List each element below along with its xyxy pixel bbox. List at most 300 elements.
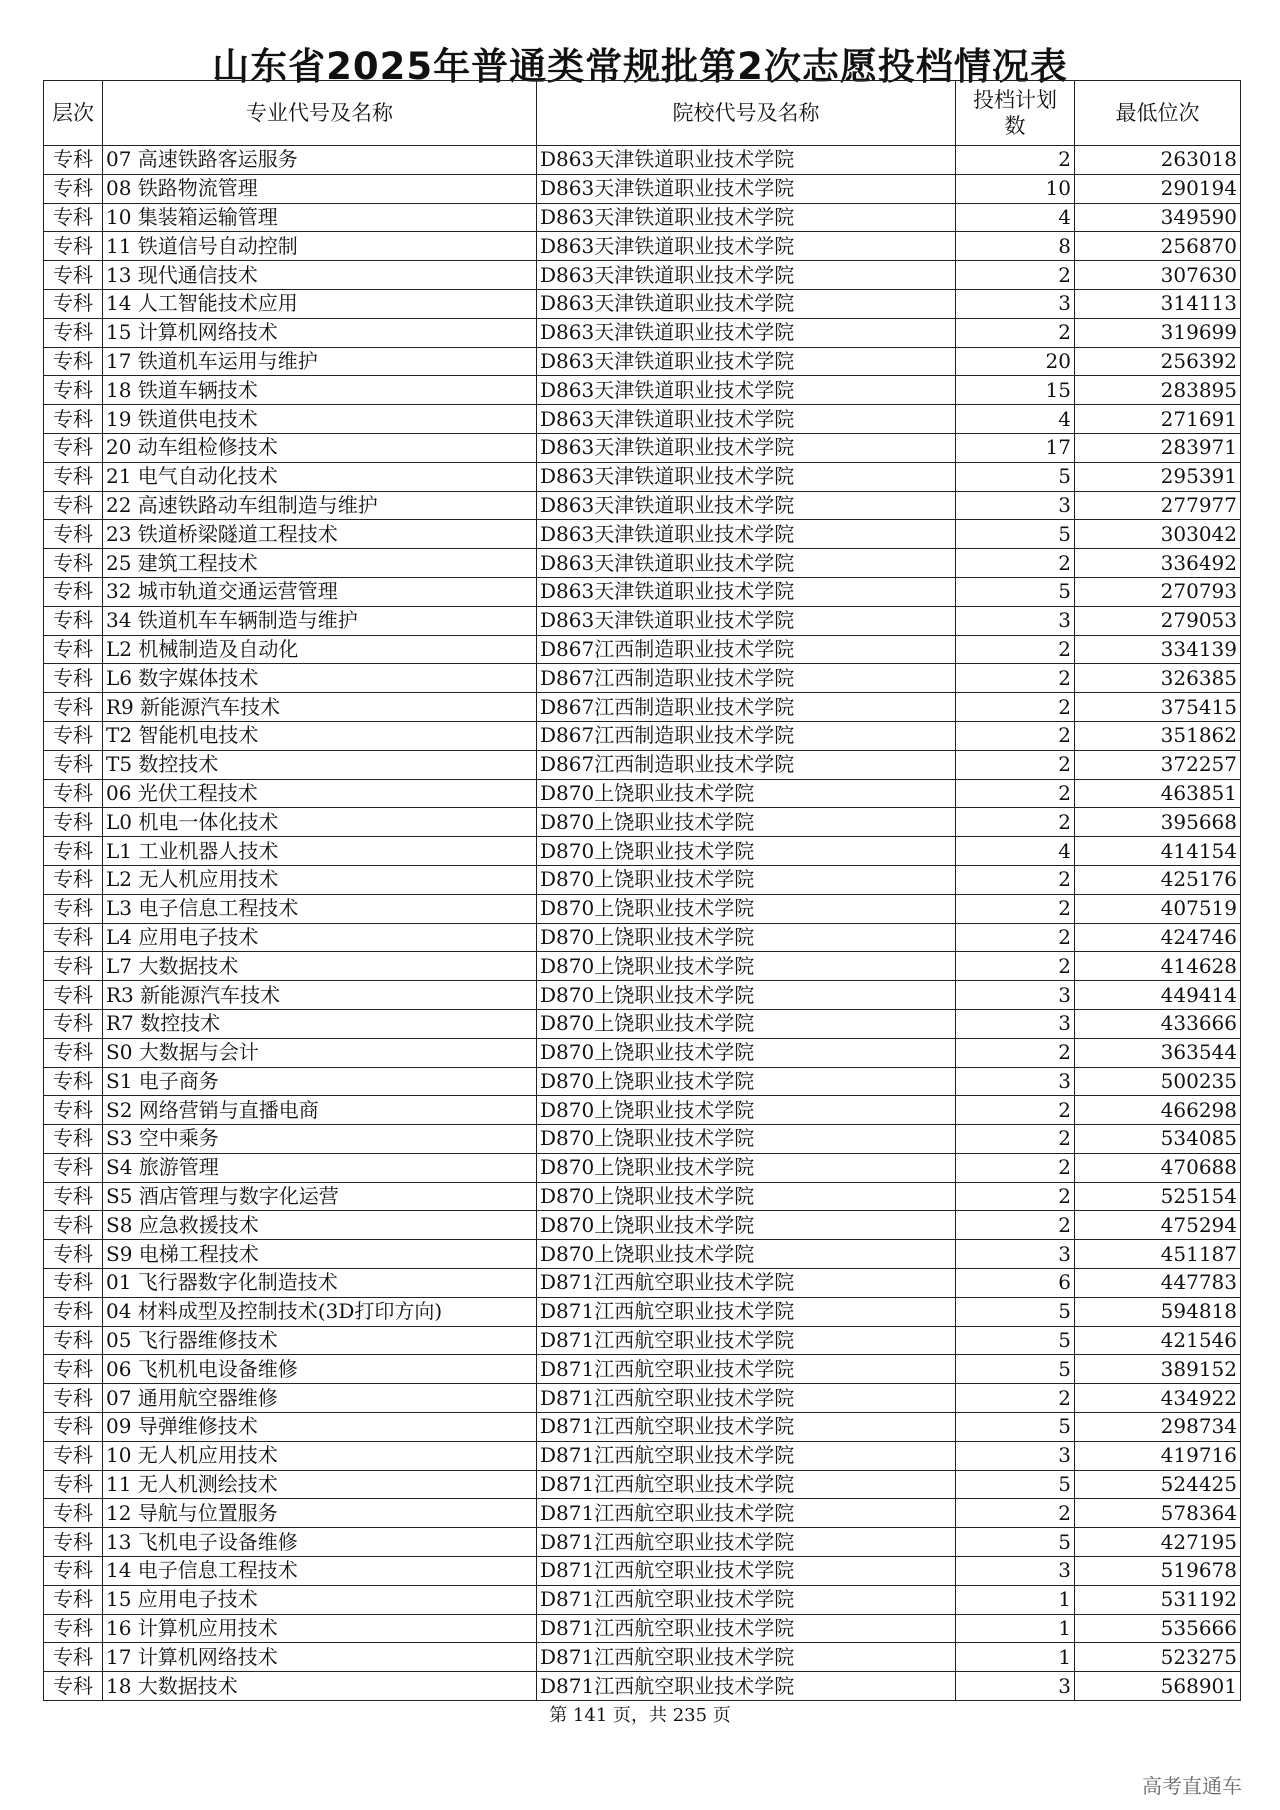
cell-level: 专科 bbox=[44, 1297, 103, 1326]
cell-plan: 2 bbox=[956, 635, 1075, 664]
cell-major: 08 铁路物流管理 bbox=[103, 174, 537, 203]
cell-major: S4 旅游管理 bbox=[103, 1153, 537, 1182]
cell-school: D870上饶职业技术学院 bbox=[537, 1038, 956, 1067]
cell-major: S9 电梯工程技术 bbox=[103, 1240, 537, 1269]
cell-major: 32 城市轨道交通运营管理 bbox=[103, 577, 537, 606]
cell-school: D863天津铁道职业技术学院 bbox=[537, 606, 956, 635]
cell-plan: 5 bbox=[956, 1470, 1075, 1499]
cell-plan: 3 bbox=[956, 1672, 1075, 1701]
cell-major: L6 数字媒体技术 bbox=[103, 664, 537, 693]
cell-level: 专科 bbox=[44, 750, 103, 779]
cell-plan: 5 bbox=[956, 1413, 1075, 1442]
cell-major: 17 计算机网络技术 bbox=[103, 1643, 537, 1672]
cell-level: 专科 bbox=[44, 1326, 103, 1355]
cell-major: 06 飞机机电设备维修 bbox=[103, 1355, 537, 1384]
cell-plan: 1 bbox=[956, 1614, 1075, 1643]
cell-rank: 319699 bbox=[1075, 318, 1241, 347]
table-row bbox=[44, 146, 1241, 175]
cell-rank: 463851 bbox=[1075, 779, 1241, 808]
cell-rank: 449414 bbox=[1075, 981, 1241, 1010]
table-row bbox=[44, 837, 1241, 866]
cell-level: 专科 bbox=[44, 1470, 103, 1499]
cell-rank: 427195 bbox=[1075, 1528, 1241, 1557]
cell-major: 01 飞行器数字化制造技术 bbox=[103, 1269, 537, 1298]
header-rank: 最低位次 bbox=[1075, 81, 1241, 146]
cell-plan: 5 bbox=[956, 1355, 1075, 1384]
cell-plan: 5 bbox=[956, 1528, 1075, 1557]
cell-school: D871江西航空职业技术学院 bbox=[537, 1557, 956, 1586]
cell-school: D863天津铁道职业技术学院 bbox=[537, 549, 956, 578]
table-row bbox=[44, 1557, 1241, 1586]
cell-rank: 303042 bbox=[1075, 520, 1241, 549]
cell-major: L1 工业机器人技术 bbox=[103, 837, 537, 866]
header-major: 专业代号及名称 bbox=[103, 81, 537, 146]
header-school: 院校代号及名称 bbox=[537, 81, 956, 146]
cell-major: R7 数控技术 bbox=[103, 1009, 537, 1038]
cell-rank: 578364 bbox=[1075, 1499, 1241, 1528]
table-row bbox=[44, 1096, 1241, 1125]
cell-rank: 594818 bbox=[1075, 1297, 1241, 1326]
cell-level: 专科 bbox=[44, 491, 103, 520]
cell-level: 专科 bbox=[44, 232, 103, 261]
cell-level: 专科 bbox=[44, 693, 103, 722]
cell-rank: 470688 bbox=[1075, 1153, 1241, 1182]
cell-level: 专科 bbox=[44, 1009, 103, 1038]
cell-school: D863天津铁道职业技术学院 bbox=[537, 232, 956, 261]
cell-plan: 15 bbox=[956, 376, 1075, 405]
cell-rank: 375415 bbox=[1075, 693, 1241, 722]
cell-major: 22 高速铁路动车组制造与维护 bbox=[103, 491, 537, 520]
table-row bbox=[44, 1614, 1241, 1643]
cell-level: 专科 bbox=[44, 405, 103, 434]
cell-school: D870上饶职业技术学院 bbox=[537, 1009, 956, 1038]
cell-major: S5 酒店管理与数字化运营 bbox=[103, 1182, 537, 1211]
cell-rank: 531192 bbox=[1075, 1585, 1241, 1614]
cell-major: T2 智能机电技术 bbox=[103, 721, 537, 750]
cell-plan: 2 bbox=[956, 952, 1075, 981]
table-row bbox=[44, 1182, 1241, 1211]
cell-rank: 395668 bbox=[1075, 808, 1241, 837]
table-row bbox=[44, 462, 1241, 491]
cell-plan: 2 bbox=[956, 1211, 1075, 1240]
cell-level: 专科 bbox=[44, 808, 103, 837]
cell-major: L3 电子信息工程技术 bbox=[103, 894, 537, 923]
header-plan: 投档计划数 bbox=[956, 81, 1075, 146]
cell-plan: 2 bbox=[956, 750, 1075, 779]
cell-plan: 4 bbox=[956, 837, 1075, 866]
cell-major: 15 应用电子技术 bbox=[103, 1585, 537, 1614]
cell-rank: 447783 bbox=[1075, 1269, 1241, 1298]
table-row bbox=[44, 779, 1241, 808]
cell-major: 14 电子信息工程技术 bbox=[103, 1557, 537, 1586]
table-row bbox=[44, 1211, 1241, 1240]
table-row bbox=[44, 1297, 1241, 1326]
cell-major: 20 动车组检修技术 bbox=[103, 433, 537, 462]
table-row bbox=[44, 750, 1241, 779]
cell-plan: 2 bbox=[956, 923, 1075, 952]
cell-plan: 3 bbox=[956, 1009, 1075, 1038]
table-row bbox=[44, 721, 1241, 750]
cell-level: 专科 bbox=[44, 1067, 103, 1096]
cell-major: 18 铁道车辆技术 bbox=[103, 376, 537, 405]
cell-rank: 407519 bbox=[1075, 894, 1241, 923]
cell-school: D870上饶职业技术学院 bbox=[537, 894, 956, 923]
cell-rank: 283971 bbox=[1075, 433, 1241, 462]
cell-school: D871江西航空职业技术学院 bbox=[537, 1585, 956, 1614]
cell-level: 专科 bbox=[44, 1038, 103, 1067]
table-row bbox=[44, 1240, 1241, 1269]
cell-major: S2 网络营销与直播电商 bbox=[103, 1096, 537, 1125]
table-row bbox=[44, 1326, 1241, 1355]
cell-plan: 3 bbox=[956, 606, 1075, 635]
cell-school: D871江西航空职业技术学院 bbox=[537, 1326, 956, 1355]
cell-plan: 2 bbox=[956, 664, 1075, 693]
table-row bbox=[44, 635, 1241, 664]
cell-level: 专科 bbox=[44, 174, 103, 203]
cell-school: D863天津铁道职业技术学院 bbox=[537, 376, 956, 405]
table-row bbox=[44, 693, 1241, 722]
cell-rank: 421546 bbox=[1075, 1326, 1241, 1355]
table-row bbox=[44, 1009, 1241, 1038]
cell-school: D870上饶职业技术学院 bbox=[537, 1211, 956, 1240]
cell-major: S8 应急救援技术 bbox=[103, 1211, 537, 1240]
cell-major: 09 导弹维修技术 bbox=[103, 1413, 537, 1442]
cell-school: D863天津铁道职业技术学院 bbox=[537, 433, 956, 462]
table-row bbox=[44, 174, 1241, 203]
table-row bbox=[44, 203, 1241, 232]
cell-school: D863天津铁道职业技术学院 bbox=[537, 347, 956, 376]
cell-level: 专科 bbox=[44, 1211, 103, 1240]
cell-school: D871江西航空职业技术学院 bbox=[537, 1413, 956, 1442]
cell-major: 04 材料成型及控制技术(3D打印方向) bbox=[103, 1297, 537, 1326]
table-row bbox=[44, 549, 1241, 578]
cell-plan: 2 bbox=[956, 1182, 1075, 1211]
table-row bbox=[44, 1413, 1241, 1442]
cell-level: 专科 bbox=[44, 289, 103, 318]
cell-school: D870上饶职业技术学院 bbox=[537, 1096, 956, 1125]
cell-school: D867江西制造职业技术学院 bbox=[537, 635, 956, 664]
cell-rank: 271691 bbox=[1075, 405, 1241, 434]
cell-level: 专科 bbox=[44, 520, 103, 549]
cell-rank: 349590 bbox=[1075, 203, 1241, 232]
cell-major: 10 集装箱运输管理 bbox=[103, 203, 537, 232]
cell-rank: 500235 bbox=[1075, 1067, 1241, 1096]
cell-major: 21 电气自动化技术 bbox=[103, 462, 537, 491]
cell-rank: 277977 bbox=[1075, 491, 1241, 520]
cell-rank: 307630 bbox=[1075, 261, 1241, 290]
table-body bbox=[44, 146, 1241, 1701]
cell-rank: 326385 bbox=[1075, 664, 1241, 693]
cell-school: D870上饶职业技术学院 bbox=[537, 837, 956, 866]
table-row bbox=[44, 491, 1241, 520]
cell-level: 专科 bbox=[44, 1672, 103, 1701]
cell-plan: 2 bbox=[956, 1153, 1075, 1182]
cell-school: D871江西航空职业技术学院 bbox=[537, 1528, 956, 1557]
cell-school: D871江西航空职业技术学院 bbox=[537, 1269, 956, 1298]
cell-level: 专科 bbox=[44, 577, 103, 606]
cell-level: 专科 bbox=[44, 923, 103, 952]
cell-plan: 2 bbox=[956, 318, 1075, 347]
cell-plan: 3 bbox=[956, 1441, 1075, 1470]
table-row bbox=[44, 1355, 1241, 1384]
page-footer: 第 141 页，共 235 页 bbox=[549, 1705, 731, 1726]
cell-major: L2 无人机应用技术 bbox=[103, 865, 537, 894]
cell-rank: 466298 bbox=[1075, 1096, 1241, 1125]
cell-school: D867江西制造职业技术学院 bbox=[537, 664, 956, 693]
cell-school: D870上饶职业技术学院 bbox=[537, 779, 956, 808]
table-row bbox=[44, 1643, 1241, 1672]
cell-plan: 5 bbox=[956, 520, 1075, 549]
cell-plan: 4 bbox=[956, 405, 1075, 434]
cell-level: 专科 bbox=[44, 1096, 103, 1125]
watermark: 高考直通车 bbox=[1142, 1774, 1242, 1798]
table-row bbox=[44, 1038, 1241, 1067]
cell-level: 专科 bbox=[44, 549, 103, 578]
cell-plan: 2 bbox=[956, 146, 1075, 175]
cell-plan: 5 bbox=[956, 1326, 1075, 1355]
cell-level: 专科 bbox=[44, 146, 103, 175]
cell-plan: 3 bbox=[956, 981, 1075, 1010]
table-row bbox=[44, 952, 1241, 981]
cell-level: 专科 bbox=[44, 1153, 103, 1182]
cell-major: L0 机电一体化技术 bbox=[103, 808, 537, 837]
cell-level: 专科 bbox=[44, 462, 103, 491]
cell-rank: 263018 bbox=[1075, 146, 1241, 175]
cell-rank: 568901 bbox=[1075, 1672, 1241, 1701]
cell-rank: 475294 bbox=[1075, 1211, 1241, 1240]
cell-major: 13 飞机电子设备维修 bbox=[103, 1528, 537, 1557]
cell-school: D871江西航空职业技术学院 bbox=[537, 1297, 956, 1326]
table-row bbox=[44, 261, 1241, 290]
cell-school: D870上饶职业技术学院 bbox=[537, 1125, 956, 1154]
cell-level: 专科 bbox=[44, 433, 103, 462]
table-row bbox=[44, 520, 1241, 549]
cell-level: 专科 bbox=[44, 1528, 103, 1557]
cell-school: D870上饶职业技术学院 bbox=[537, 1240, 956, 1269]
table-row bbox=[44, 1269, 1241, 1298]
cell-rank: 363544 bbox=[1075, 1038, 1241, 1067]
cell-plan: 2 bbox=[956, 894, 1075, 923]
cell-school: D863天津铁道职业技术学院 bbox=[537, 261, 956, 290]
cell-level: 专科 bbox=[44, 376, 103, 405]
cell-rank: 295391 bbox=[1075, 462, 1241, 491]
cell-rank: 256870 bbox=[1075, 232, 1241, 261]
cell-school: D870上饶职业技术学院 bbox=[537, 808, 956, 837]
cell-plan: 6 bbox=[956, 1269, 1075, 1298]
cell-major: 07 高速铁路客运服务 bbox=[103, 146, 537, 175]
cell-rank: 351862 bbox=[1075, 721, 1241, 750]
cell-school: D863天津铁道职业技术学院 bbox=[537, 577, 956, 606]
cell-plan: 2 bbox=[956, 1038, 1075, 1067]
cell-rank: 283895 bbox=[1075, 376, 1241, 405]
cell-school: D863天津铁道职业技术学院 bbox=[537, 491, 956, 520]
cell-rank: 279053 bbox=[1075, 606, 1241, 635]
cell-major: 19 铁道供电技术 bbox=[103, 405, 537, 434]
table-header-row bbox=[44, 81, 1241, 146]
cell-level: 专科 bbox=[44, 1557, 103, 1586]
table-row bbox=[44, 232, 1241, 261]
cell-major: 12 导航与位置服务 bbox=[103, 1499, 537, 1528]
cell-major: L2 机械制造及自动化 bbox=[103, 635, 537, 664]
cell-major: 25 建筑工程技术 bbox=[103, 549, 537, 578]
cell-plan: 1 bbox=[956, 1585, 1075, 1614]
cell-school: D871江西航空职业技术学院 bbox=[537, 1384, 956, 1413]
cell-rank: 314113 bbox=[1075, 289, 1241, 318]
cell-plan: 20 bbox=[956, 347, 1075, 376]
cell-major: 14 人工智能技术应用 bbox=[103, 289, 537, 318]
cell-school: D867江西制造职业技术学院 bbox=[537, 721, 956, 750]
table-row bbox=[44, 664, 1241, 693]
table-row bbox=[44, 347, 1241, 376]
cell-plan: 2 bbox=[956, 549, 1075, 578]
cell-plan: 3 bbox=[956, 1240, 1075, 1269]
table-row bbox=[44, 405, 1241, 434]
admission-table bbox=[43, 80, 1241, 1701]
cell-major: 34 铁道机车车辆制造与维护 bbox=[103, 606, 537, 635]
cell-major: S3 空中乘务 bbox=[103, 1125, 537, 1154]
cell-rank: 372257 bbox=[1075, 750, 1241, 779]
cell-level: 专科 bbox=[44, 1125, 103, 1154]
cell-plan: 2 bbox=[956, 693, 1075, 722]
cell-school: D870上饶职业技术学院 bbox=[537, 952, 956, 981]
cell-level: 专科 bbox=[44, 347, 103, 376]
cell-level: 专科 bbox=[44, 981, 103, 1010]
table-row bbox=[44, 894, 1241, 923]
cell-school: D863天津铁道职业技术学院 bbox=[537, 289, 956, 318]
cell-plan: 3 bbox=[956, 491, 1075, 520]
cell-plan: 2 bbox=[956, 808, 1075, 837]
table-row bbox=[44, 1470, 1241, 1499]
table-row bbox=[44, 433, 1241, 462]
cell-rank: 419716 bbox=[1075, 1441, 1241, 1470]
table-row bbox=[44, 1125, 1241, 1154]
cell-rank: 451187 bbox=[1075, 1240, 1241, 1269]
cell-major: 23 铁道桥梁隧道工程技术 bbox=[103, 520, 537, 549]
cell-level: 专科 bbox=[44, 203, 103, 232]
table-row bbox=[44, 606, 1241, 635]
cell-major: 11 无人机测绘技术 bbox=[103, 1470, 537, 1499]
cell-school: D871江西航空职业技术学院 bbox=[537, 1441, 956, 1470]
cell-major: 16 计算机应用技术 bbox=[103, 1614, 537, 1643]
cell-level: 专科 bbox=[44, 635, 103, 664]
cell-school: D871江西航空职业技术学院 bbox=[537, 1470, 956, 1499]
cell-major: 13 现代通信技术 bbox=[103, 261, 537, 290]
cell-rank: 433666 bbox=[1075, 1009, 1241, 1038]
cell-plan: 2 bbox=[956, 1096, 1075, 1125]
table-row bbox=[44, 577, 1241, 606]
table-row bbox=[44, 318, 1241, 347]
cell-level: 专科 bbox=[44, 261, 103, 290]
cell-level: 专科 bbox=[44, 894, 103, 923]
cell-rank: 270793 bbox=[1075, 577, 1241, 606]
cell-rank: 256392 bbox=[1075, 347, 1241, 376]
cell-rank: 524425 bbox=[1075, 1470, 1241, 1499]
table-row bbox=[44, 1585, 1241, 1614]
table-row bbox=[44, 1441, 1241, 1470]
table-row bbox=[44, 1067, 1241, 1096]
cell-rank: 298734 bbox=[1075, 1413, 1241, 1442]
cell-school: D870上饶职业技术学院 bbox=[537, 923, 956, 952]
cell-school: D870上饶职业技术学院 bbox=[537, 1067, 956, 1096]
cell-school: D871江西航空职业技术学院 bbox=[537, 1614, 956, 1643]
cell-school: D863天津铁道职业技术学院 bbox=[537, 318, 956, 347]
cell-level: 专科 bbox=[44, 1384, 103, 1413]
cell-rank: 535666 bbox=[1075, 1614, 1241, 1643]
cell-school: D871江西航空职业技术学院 bbox=[537, 1643, 956, 1672]
cell-level: 专科 bbox=[44, 1585, 103, 1614]
table-row bbox=[44, 808, 1241, 837]
cell-rank: 523275 bbox=[1075, 1643, 1241, 1672]
cell-level: 专科 bbox=[44, 1499, 103, 1528]
cell-major: 18 大数据技术 bbox=[103, 1672, 537, 1701]
cell-school: D867江西制造职业技术学院 bbox=[537, 750, 956, 779]
cell-level: 专科 bbox=[44, 865, 103, 894]
table-row bbox=[44, 923, 1241, 952]
cell-major: 11 铁道信号自动控制 bbox=[103, 232, 537, 261]
cell-school: D863天津铁道职业技术学院 bbox=[537, 146, 956, 175]
cell-level: 专科 bbox=[44, 1355, 103, 1384]
cell-school: D870上饶职业技术学院 bbox=[537, 1182, 956, 1211]
cell-school: D871江西航空职业技术学院 bbox=[537, 1355, 956, 1384]
cell-major: S0 大数据与会计 bbox=[103, 1038, 537, 1067]
cell-plan: 2 bbox=[956, 1125, 1075, 1154]
cell-rank: 425176 bbox=[1075, 865, 1241, 894]
table-row bbox=[44, 1528, 1241, 1557]
table-row bbox=[44, 1672, 1241, 1701]
cell-major: R3 新能源汽车技术 bbox=[103, 981, 537, 1010]
cell-level: 专科 bbox=[44, 1413, 103, 1442]
cell-rank: 519678 bbox=[1075, 1557, 1241, 1586]
cell-level: 专科 bbox=[44, 1643, 103, 1672]
cell-rank: 334139 bbox=[1075, 635, 1241, 664]
cell-level: 专科 bbox=[44, 837, 103, 866]
cell-plan: 5 bbox=[956, 462, 1075, 491]
cell-plan: 3 bbox=[956, 1557, 1075, 1586]
cell-plan: 17 bbox=[956, 433, 1075, 462]
cell-plan: 1 bbox=[956, 1643, 1075, 1672]
cell-plan: 8 bbox=[956, 232, 1075, 261]
cell-plan: 4 bbox=[956, 203, 1075, 232]
cell-school: D863天津铁道职业技术学院 bbox=[537, 174, 956, 203]
cell-level: 专科 bbox=[44, 779, 103, 808]
cell-plan: 3 bbox=[956, 1067, 1075, 1096]
cell-plan: 2 bbox=[956, 779, 1075, 808]
cell-level: 专科 bbox=[44, 1240, 103, 1269]
cell-school: D863天津铁道职业技术学院 bbox=[537, 520, 956, 549]
cell-level: 专科 bbox=[44, 721, 103, 750]
cell-school: D871江西航空职业技术学院 bbox=[537, 1672, 956, 1701]
cell-plan: 2 bbox=[956, 1499, 1075, 1528]
cell-major: 10 无人机应用技术 bbox=[103, 1441, 537, 1470]
cell-plan: 10 bbox=[956, 174, 1075, 203]
cell-major: 17 铁道机车运用与维护 bbox=[103, 347, 537, 376]
cell-major: L4 应用电子技术 bbox=[103, 923, 537, 952]
cell-plan: 3 bbox=[956, 289, 1075, 318]
cell-major: R9 新能源汽车技术 bbox=[103, 693, 537, 722]
cell-school: D863天津铁道职业技术学院 bbox=[537, 462, 956, 491]
cell-level: 专科 bbox=[44, 1269, 103, 1298]
cell-level: 专科 bbox=[44, 1614, 103, 1643]
cell-school: D863天津铁道职业技术学院 bbox=[537, 203, 956, 232]
cell-rank: 424746 bbox=[1075, 923, 1241, 952]
cell-rank: 389152 bbox=[1075, 1355, 1241, 1384]
cell-rank: 336492 bbox=[1075, 549, 1241, 578]
table-row bbox=[44, 289, 1241, 318]
cell-school: D870上饶职业技术学院 bbox=[537, 981, 956, 1010]
cell-rank: 290194 bbox=[1075, 174, 1241, 203]
cell-major: 05 飞行器维修技术 bbox=[103, 1326, 537, 1355]
cell-school: D867江西制造职业技术学院 bbox=[537, 693, 956, 722]
